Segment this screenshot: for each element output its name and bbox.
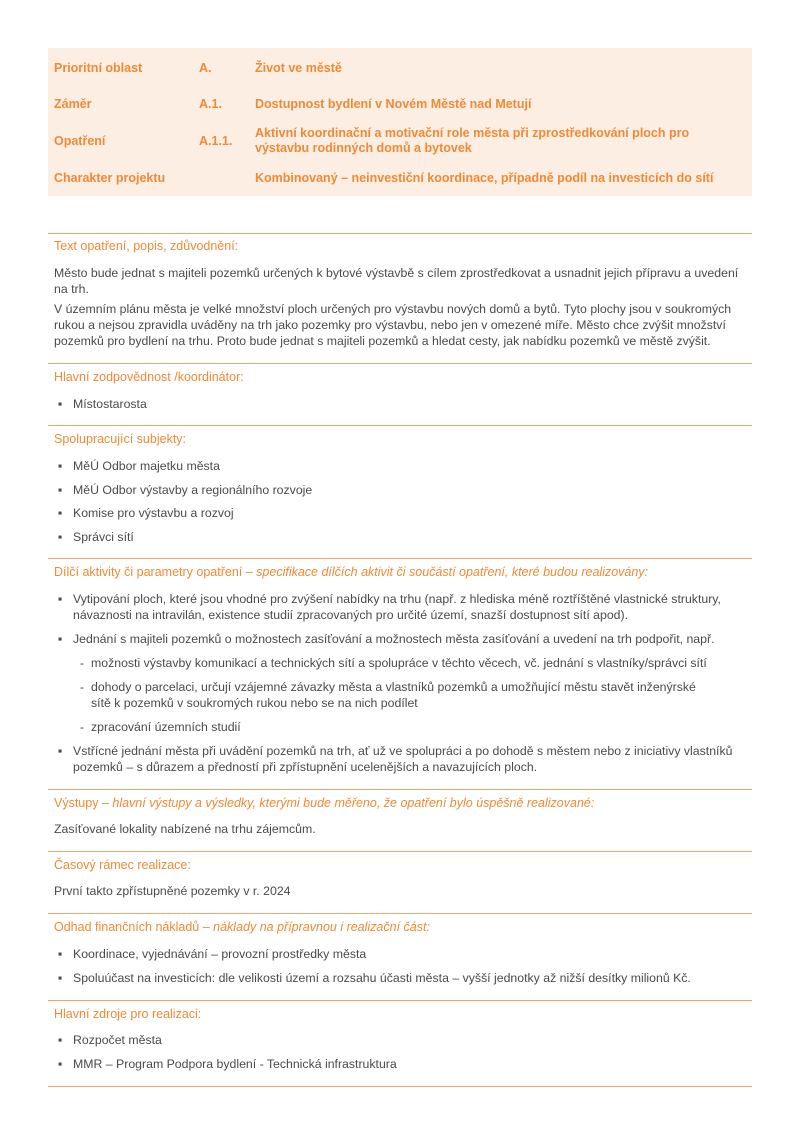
header-code: A.1.1. (199, 134, 233, 148)
bullet-icon: ▪ (58, 971, 63, 985)
dash-icon: - (80, 656, 85, 670)
header-value: Život ve městě (255, 61, 342, 75)
dash-icon: - (80, 720, 85, 734)
paragraph: Město bude jednat s majiteli pozemků určených k bytové výstavbě s cílem zprostředkovat a usnadnit jejich přípravu a uvedení na trh. (54, 266, 739, 296)
header-label: Charakter projektu (54, 171, 166, 185)
section-divider (48, 233, 752, 234)
section-divider (48, 1086, 752, 1087)
bullet-icon: ▪ (58, 592, 63, 606)
section-title-partners: Spolupracující subjekty: (54, 432, 187, 446)
paragraph: Zasíťované lokality nabízené na trhu zájemcům. (54, 822, 316, 836)
section-divider (48, 913, 752, 914)
header-box (48, 48, 752, 196)
section-title-text: Text opatření, popis, zdůvodnění: (54, 239, 239, 253)
bullet-icon: ▪ (58, 459, 63, 473)
section-title-responsibility: Hlavní zodpovědnost /koordinátor: (54, 370, 244, 384)
bullet-icon: ▪ (58, 530, 63, 544)
bullet-icon: ▪ (58, 1033, 63, 1047)
header-value: Aktivní koordinační a motivační role města při zprostředkování ploch pro výstavbu rodinných domů a bytovek (255, 126, 690, 155)
bullet-icon: ▪ (58, 483, 63, 497)
section-title-activities: Dílčí aktivity či parametry opatření – specifikace dílčích aktivit či součástí opatření, které budou realizovány: (54, 565, 649, 579)
header-value: Dostupnost bydlení v Novém Městě nad Metují (255, 97, 532, 111)
section-divider (48, 1000, 752, 1001)
bullet-icon: ▪ (58, 397, 63, 411)
section-title-sources: Hlavní zdroje pro realizaci: (54, 1007, 202, 1021)
bullet-icon: ▪ (58, 1057, 63, 1071)
section-divider (48, 363, 752, 364)
paragraph: První takto zpřístupněné pozemky v r. 2024 (54, 884, 291, 898)
section-divider (48, 425, 752, 426)
section-title-timeframe: Časový rámec realizace: (54, 858, 191, 872)
header-label: Záměr (54, 97, 92, 111)
bullet-icon: ▪ (58, 947, 63, 961)
section-divider (48, 851, 752, 852)
header-value: Kombinovaný – neinvestiční koordinace, případně podíl na investicích do sítí (255, 171, 714, 185)
section-divider (48, 789, 752, 790)
bullet-icon: ▪ (58, 506, 63, 520)
header-code: A. (199, 61, 212, 75)
dash-icon: - (80, 680, 85, 694)
paragraph: V územním plánu města je velké množství ploch určených pro výstavbu nových domů a bytů. Tyto plochy jsou v soukromých rukou a nejsou zpravidla uváděny na trh jako pozemky pro výstavbu, nebo jen v omezené míře. Město chce zvýšit množství pozemků pro bydlení na trhu. Proto bude jednat s majiteli pozemků a hledat cesty, jak nabídku pozemků ve městě zvýšit. (54, 302, 732, 348)
header-label: Prioritní oblast (54, 61, 143, 75)
section-title-outputs: Výstupy – hlavní výstupy a výsledky, kterými bude měřeno, že opatření bylo úspěšně realizované: (54, 796, 595, 810)
bullet-icon: ▪ (58, 744, 63, 758)
section-title-costs: Odhad finančních nákladů – náklady na přípravnou i realizační část: (54, 920, 430, 934)
bullet-icon: ▪ (58, 632, 63, 646)
header-code: A.1. (199, 97, 222, 111)
header-label: Opatření (54, 134, 106, 148)
section-divider (48, 558, 752, 559)
